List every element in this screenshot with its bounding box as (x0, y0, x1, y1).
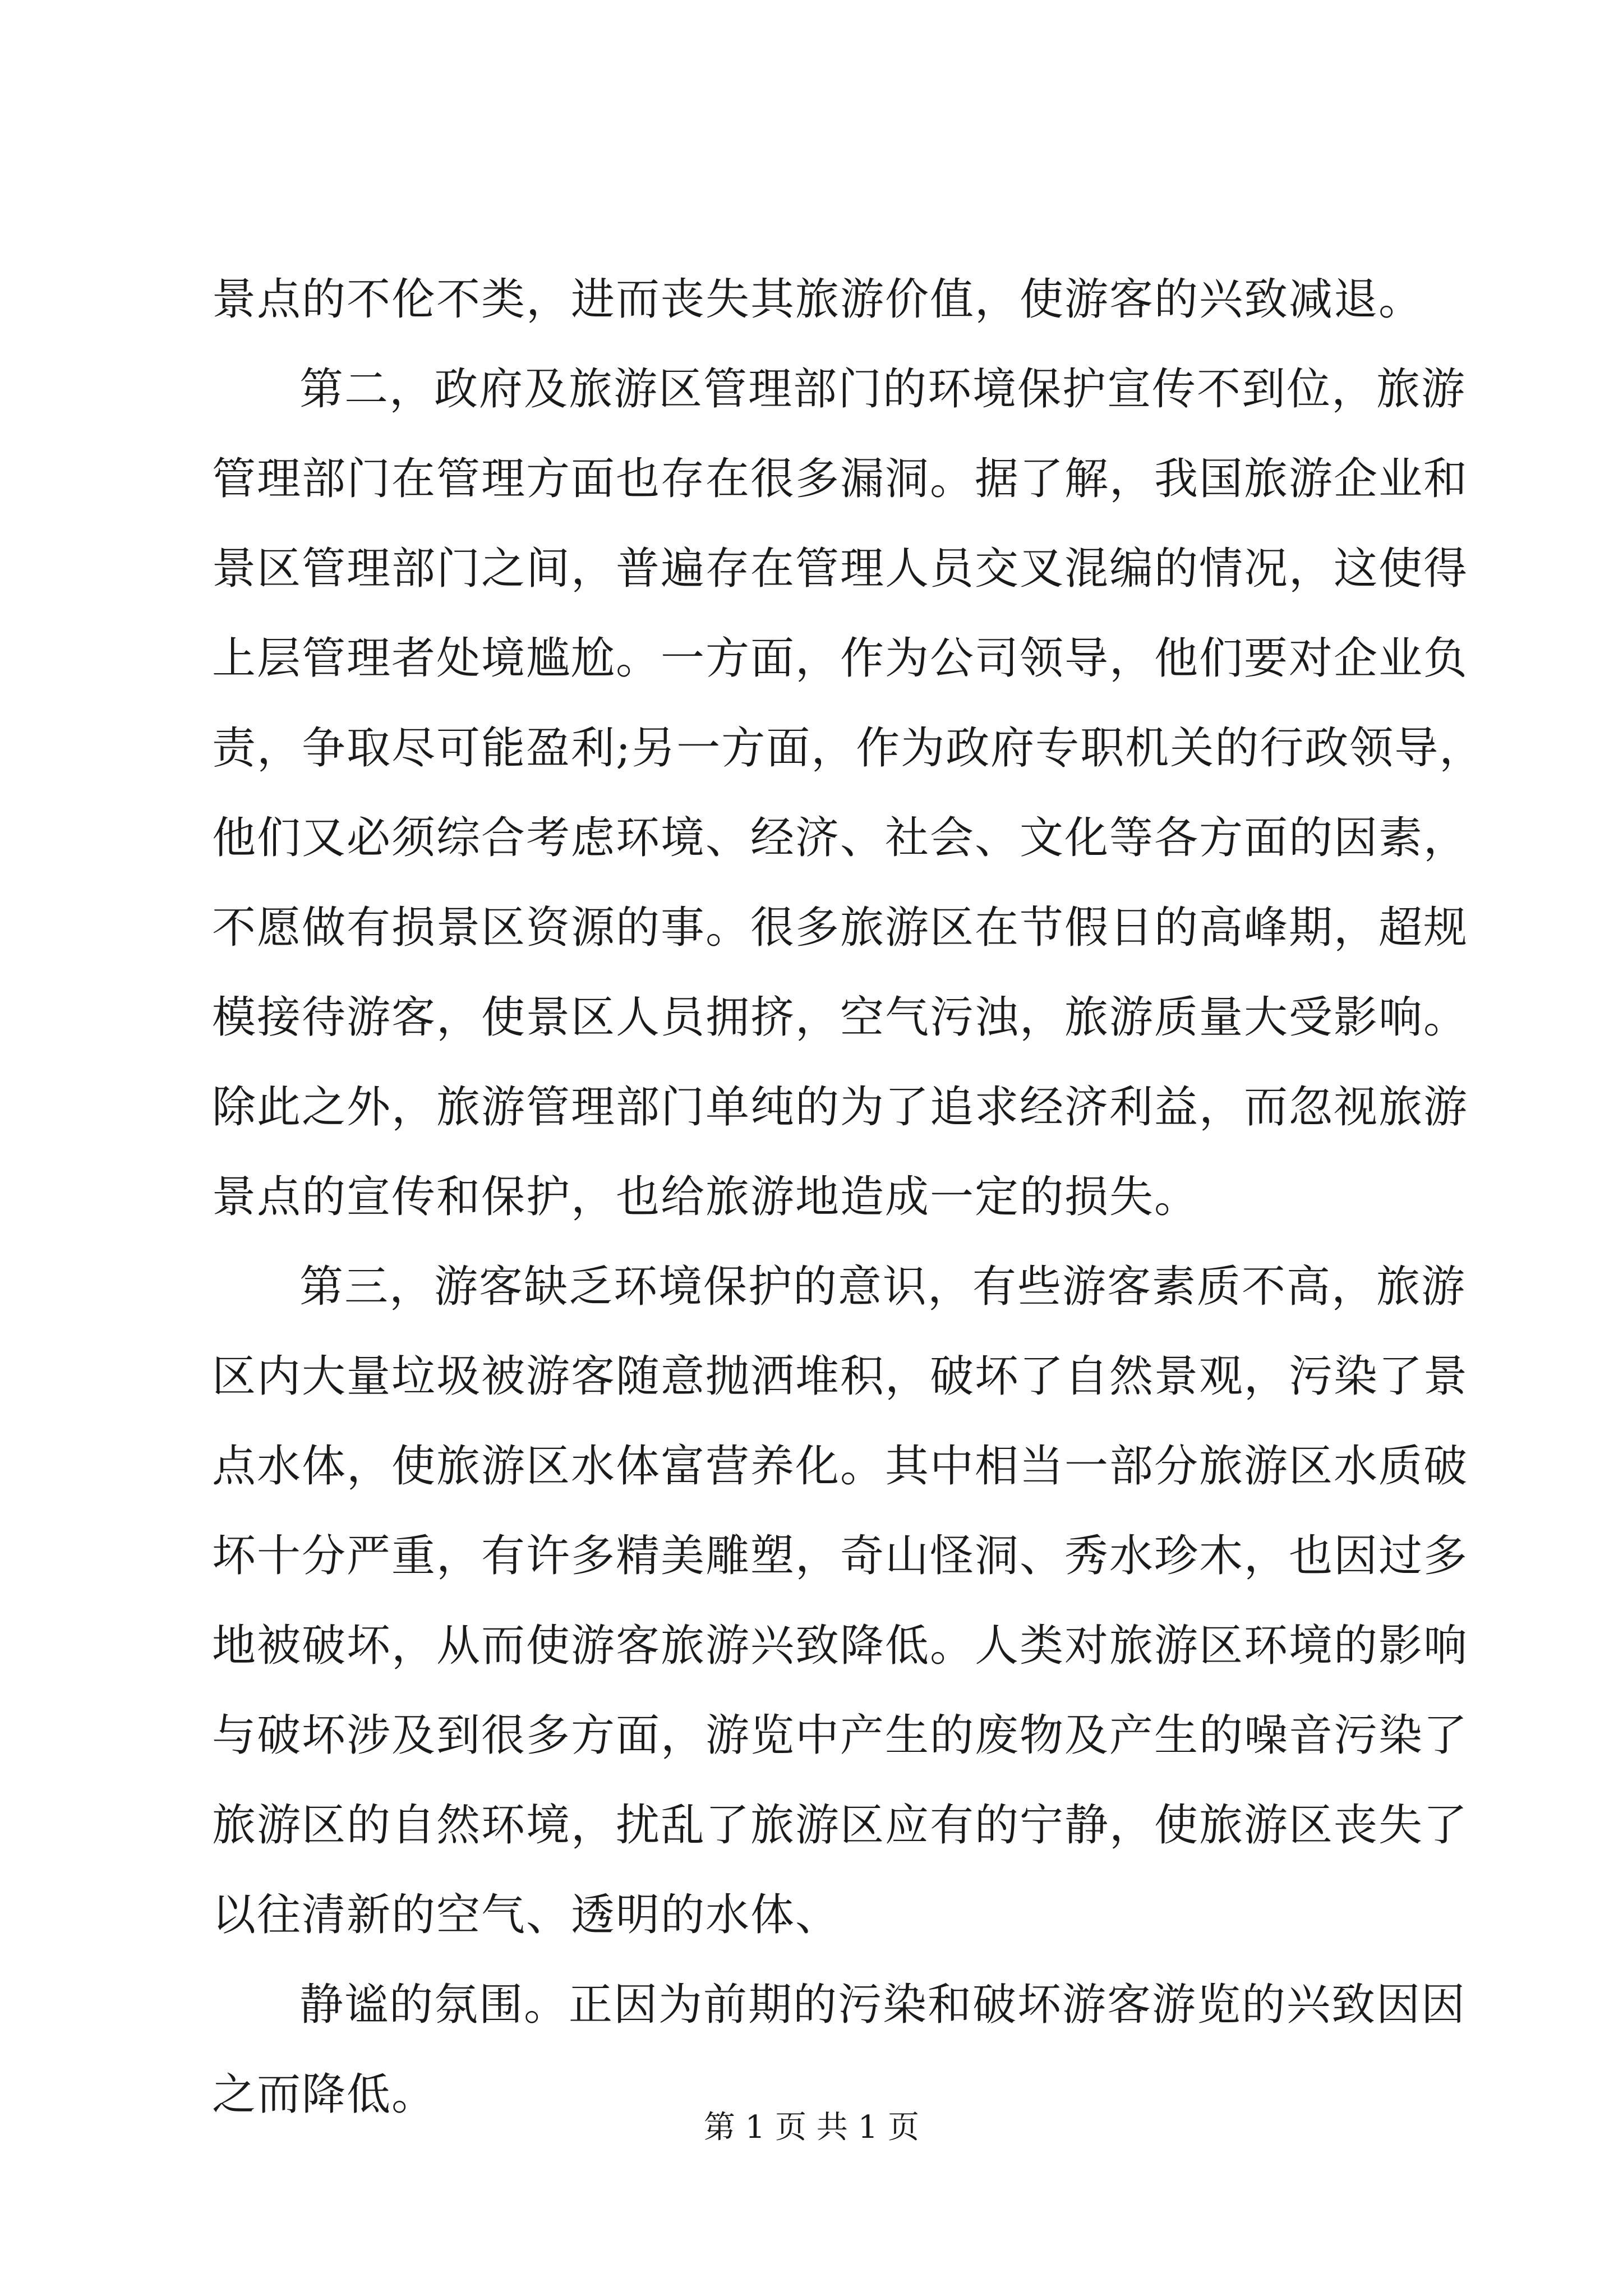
text-line: 模接待游客，使景区人员拥挤，空气污浊，旅游质量大受影响。 (212, 992, 1469, 1043)
document-body (212, 255, 1484, 2139)
text-line: 责，争取尽可能盈利;另一方面，作为政府专职机关的行政领导， (212, 723, 1484, 774)
text-line: 点水体，使旅游区水体富营养化。其中相当一部分旅游区水质破 (212, 1441, 1469, 1492)
text-line: 管理部门在管理方面也存在很多漏洞。据了解，我国旅游企业和 (212, 454, 1469, 504)
text-line: 上层管理者处境尴尬。一方面，作为公司领导，他们要对企业负 (212, 633, 1469, 684)
text-line: 与破坏涉及到很多方面，游览中产生的废物及产生的噪音污染了 (212, 1710, 1469, 1761)
text-line: 以往清新的空气、透明的水体、 (212, 1890, 841, 1940)
text-line: 第三，游客缺乏环境保护的意识，有些游客素质不高，旅游 (299, 1262, 1467, 1312)
text-line: 第二，政府及旅游区管理部门的环境保护宣传不到位，旅游 (299, 364, 1467, 415)
text-line: 坏十分严重，有许多精美雕塑，奇山怪洞、秀水珍木，也因过多 (212, 1531, 1469, 1581)
text-line: 景点的宣传和保护，也给旅游地造成一定的损失。 (212, 1172, 1200, 1222)
text-line: 地被破坏，从而使游客旅游兴致降低。人类对旅游区环境的影响 (212, 1621, 1469, 1671)
page-number-footer: 第 1 页 共 1 页 (703, 2109, 920, 2146)
text-line: 景点的不伦不类，进而丧失其旅游价值，使游客的兴致减退。 (212, 274, 1424, 325)
text-line: 不愿做有损景区资源的事。很多旅游区在节假日的高峰期，超规 (212, 903, 1469, 953)
text-line: 旅游区的自然环境，扰乱了旅游区应有的宁静，使旅游区丧失了 (212, 1800, 1469, 1851)
text-line: 之而降低。 (212, 2069, 437, 2120)
text-line: 他们又必须综合考虑环境、经济、社会、文化等各方面的因素， (212, 813, 1469, 863)
text-line: 景区管理部门之间，普遍存在管理人员交叉混编的情况，这使得 (212, 544, 1469, 594)
text-line: 除此之外，旅游管理部门单纯的为了追求经济利益，而忽视旅游 (212, 1082, 1469, 1133)
text-line: 静谧的氛围。正因为前期的污染和破坏游客游览的兴致因因 (299, 1980, 1467, 2030)
text-line: 区内大量垃圾被游客随意抛洒堆积，破坏了自然景观，污染了景 (212, 1351, 1469, 1402)
